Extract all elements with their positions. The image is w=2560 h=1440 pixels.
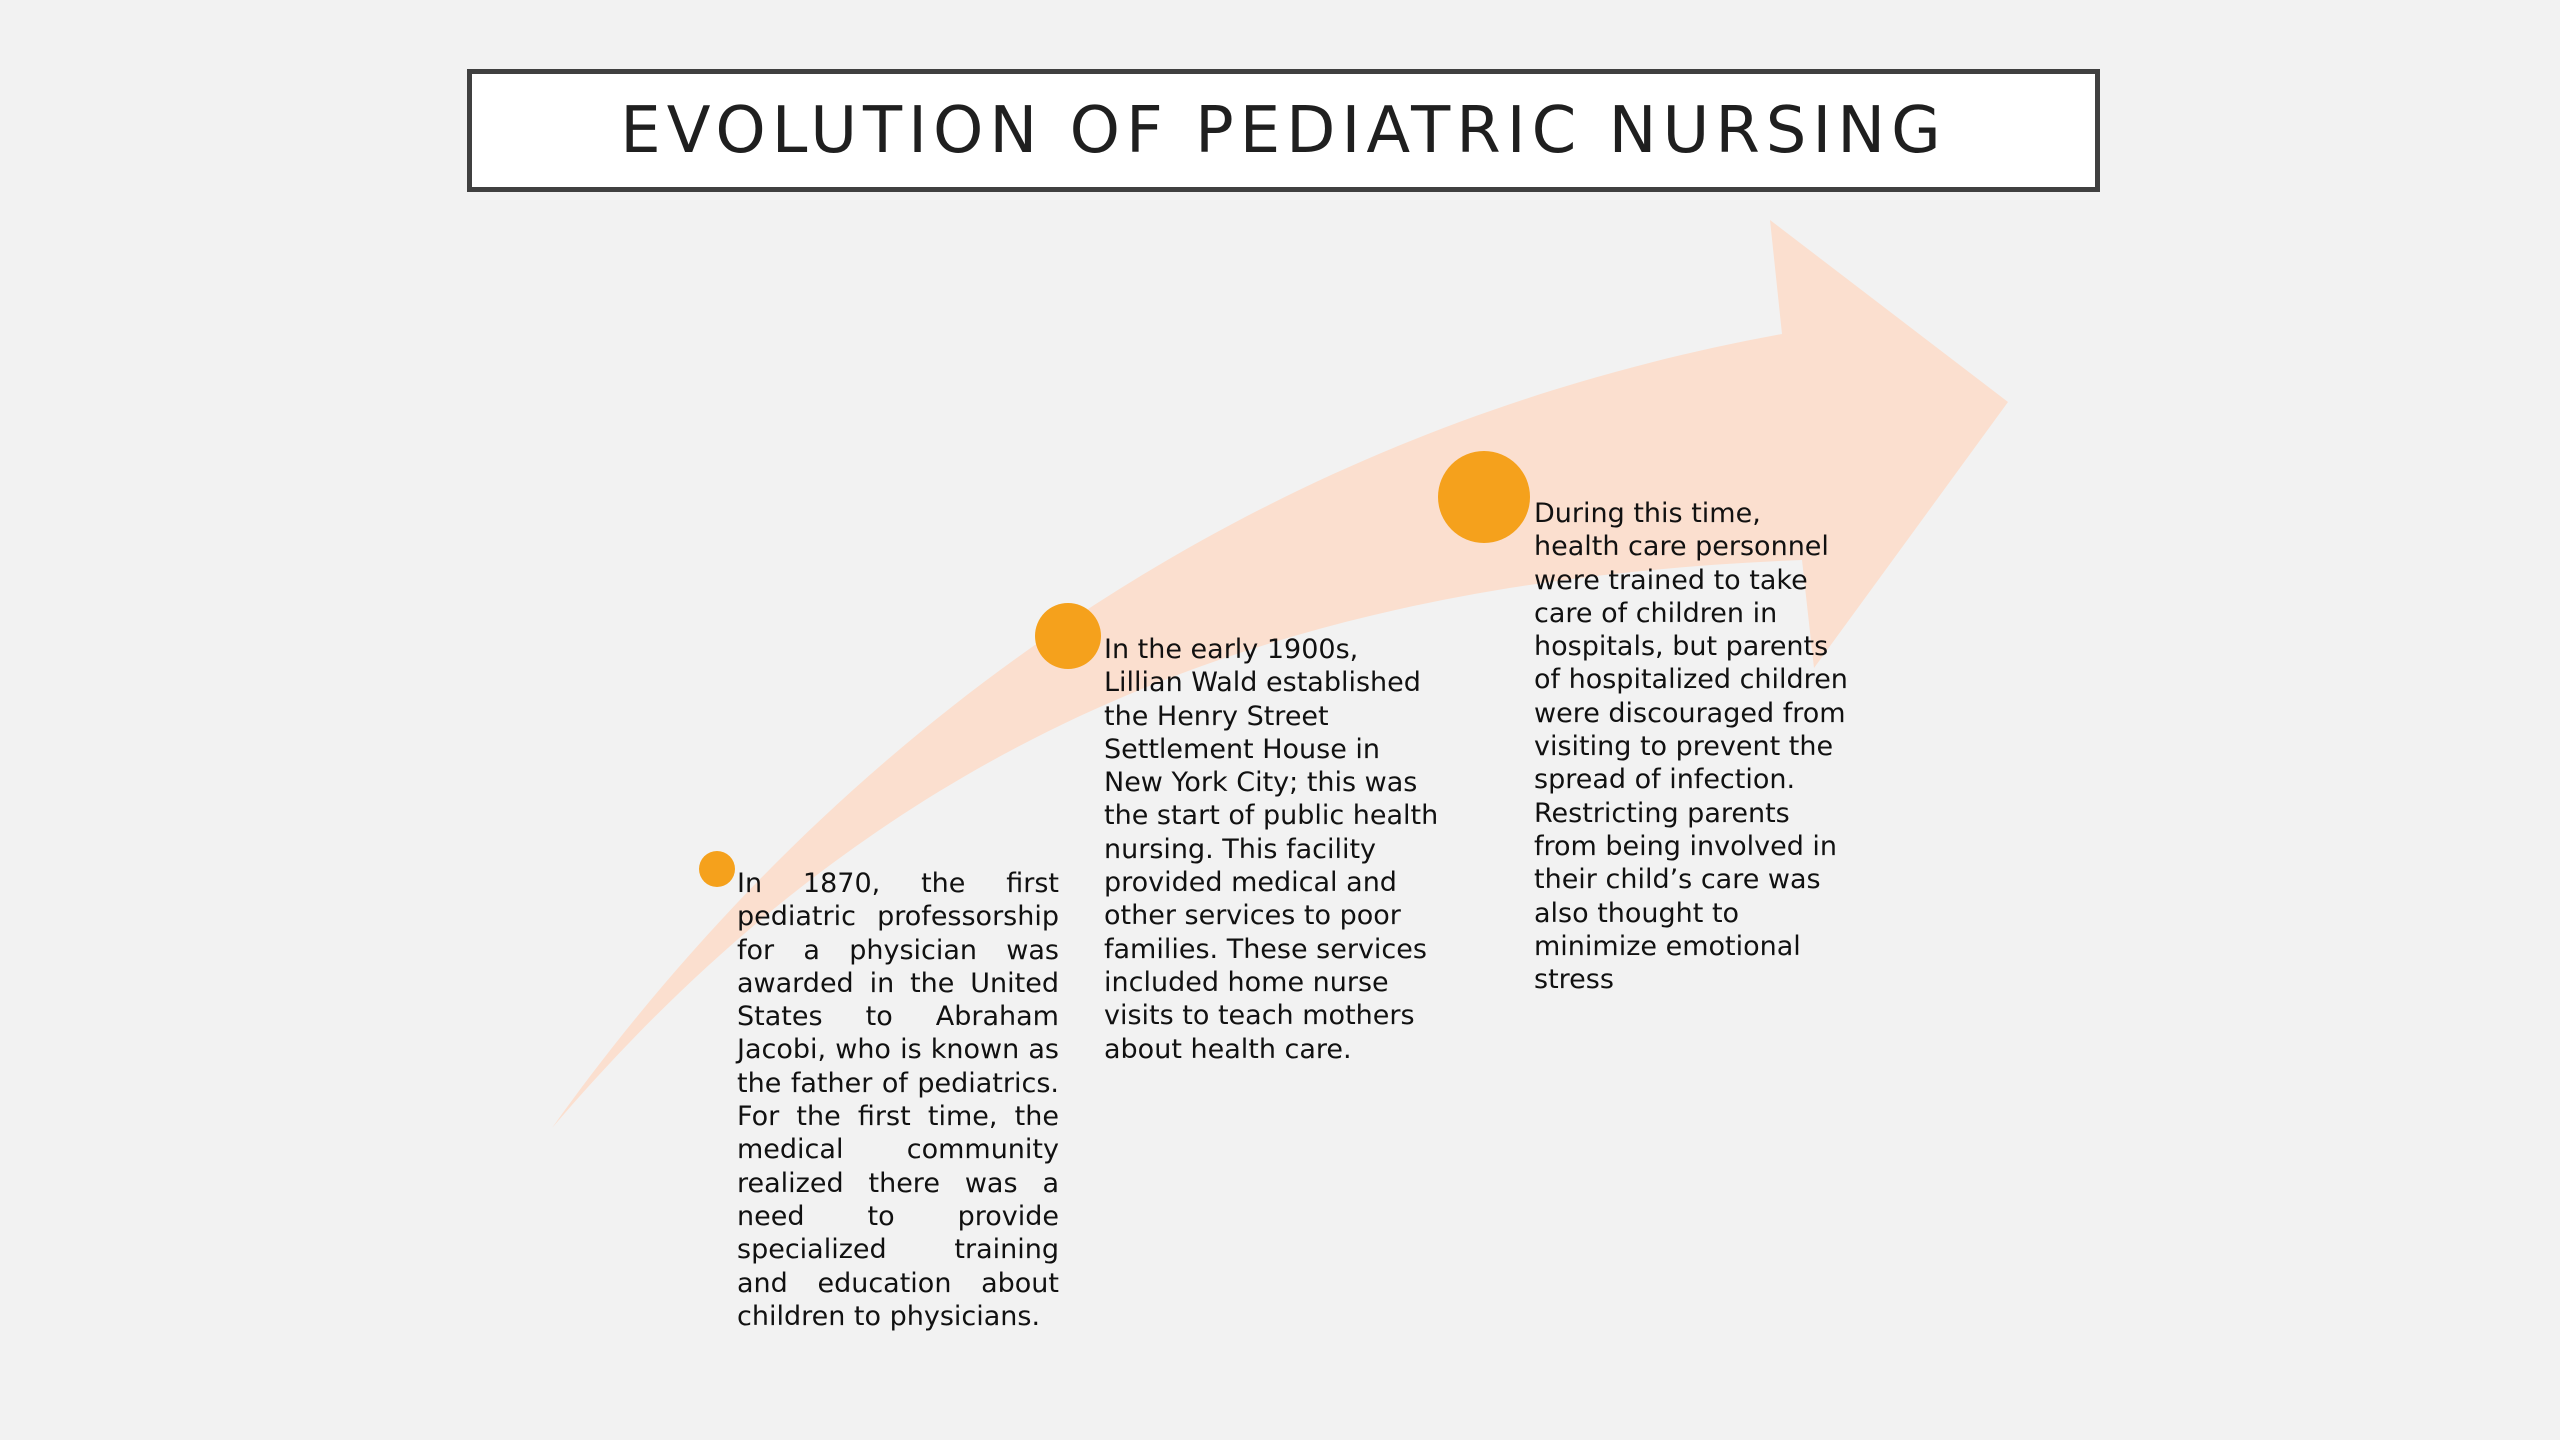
milestone-dot-3 [1438, 451, 1530, 543]
milestone-dot-2 [1035, 603, 1101, 669]
milestone-text-2: In the early 1900s, Lillian Wald established the Henry Street Settlement House in New York City; this was the start of public health nursing. This facility provided medical and other services to poor families. These services included home nurse visits to teach mothers about health care. [1104, 634, 1439, 1065]
slide-title: EVOLUTION OF PEDIATRIC NURSING [620, 93, 1947, 168]
title-box [467, 69, 2100, 192]
milestone-text-3: During this time, health care personnel were trained to take care of children in hospitals, but parents of hospitalized children were discouraged from visiting to prevent the spread of infection. Restricting parents from being involved in their child’s care was also thought to minimize emotional stress [1534, 498, 1848, 996]
milestone-text-1: In 1870, the first pediatric professorship for a physician was awarded in the United States to Abraham Jacobi, who is known as the father of pediatrics. For the first time, the medical community realized there was a need to provide specialized training and education about children to physicians. [737, 868, 1059, 1332]
milestone-dot-1 [699, 851, 735, 887]
